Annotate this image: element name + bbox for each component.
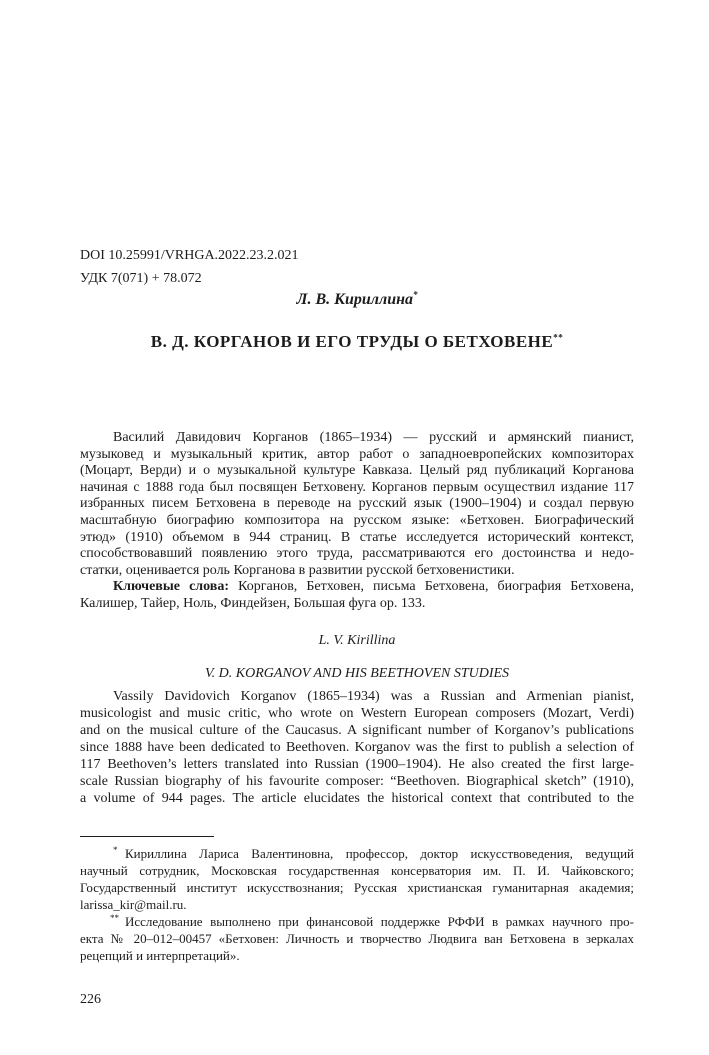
abstract-ru-line: Василий Давидович Корганов (1865–1934) — русский и армянский пианист, <box>113 430 634 445</box>
footnote-1-line: * Кириллина Лариса Валентиновна, профессор, доктор искусствоведения, ведущий <box>113 844 634 861</box>
footnote-1-email: larissa_kir@mail.ru. <box>80 897 187 912</box>
footnote-2-line: ** Исследование выполнено при финансовой поддержке РФФИ в рамках научного про- <box>110 912 634 929</box>
footnote-1-line: Государственный институт искусствознания; Русская христианская гуманитарная академия; <box>80 880 634 895</box>
abstract-en-line: and on the musical culture of the Caucasus. A significant number of Korganov’s publications <box>80 723 634 738</box>
footnote-1-text: Кириллина Лариса Валентиновна, профессор, доктор искусствоведения, ведущий <box>125 846 634 861</box>
abstract-ru-line: музыковед и музыкальный критик, автор работ о западноевропейских композиторах <box>80 446 634 462</box>
abstract-ru-line: способствовавший появлению этого труда, рассматриваются его достоинства и недо- <box>80 546 634 562</box>
footnote-2-line: рецепций и интерпретаций». <box>80 948 240 963</box>
keywords-ru-line: Калишер, Тайер, Ноль, Финдейзен, Большая фуга ор. 133. <box>80 595 426 611</box>
doi-block <box>80 247 634 264</box>
author-en: L. V. Kirillina <box>318 633 396 648</box>
keywords-ru-line <box>80 579 634 596</box>
udk-block <box>80 270 634 287</box>
abstract-en <box>80 688 634 807</box>
abstract-ru-line: этюд» (1910) объемом в 944 страниц. В статье исследуется исторический контекст, <box>80 529 634 545</box>
abstract-en-line: a volume of 944 pages. The article elucidates the historical context that contributed to the <box>80 791 634 806</box>
author-en-block <box>80 632 634 649</box>
abstract-en-line: Vassily Davidovich Korganov (1865–1934) was a Russian and Armenian pianist, <box>113 689 634 704</box>
footnote-separator <box>80 836 214 837</box>
keywords-ru-text: Корганов, Бетховен, письма Бетховена, биография Бетховена, <box>238 579 635 595</box>
footnote-1-line: научный сотрудник, Московская государственная консерватория им. П. И. Чайковского; <box>80 863 634 878</box>
title-ru <box>80 333 634 351</box>
abstract-en-line: scale Russian biography of his favourite composer: “Beethoven. Biographical sketch” (1910), <box>80 774 634 789</box>
title-ru-text: В. Д. КОРГАНОВ И ЕГО ТРУДЫ О БЕТХОВЕНЕ <box>150 332 554 351</box>
abstract-ru-line: начиная с 1888 года был посвящен Бетховену. Корганов первым осуществил издание 117 <box>80 479 634 495</box>
footnote-2-text: Исследование выполнено при финансовой поддержке РФФИ в рамках научного про- <box>125 914 634 929</box>
title-en-block <box>80 665 634 682</box>
author-ru <box>80 291 634 309</box>
author-ru-block <box>80 291 634 309</box>
abstract-ru-line: избранных писем Бетховена в переводе на русский язык (1900–1904) и создал первую <box>80 496 634 512</box>
abstract-ru-line: масштабную биографию композитора на русском языке: «Бетховен. Биографический <box>80 512 634 528</box>
abstract-en-line: since 1888 have been dedicated to Beethoven. Korganov was the first to publish a selection of <box>80 740 634 755</box>
title-en: V. D. KORGANOV AND HIS BEETHOVEN STUDIES <box>204 666 510 681</box>
footnote-2-line: екта № 20–012–00457 «Бетховен: Личность и творчество Людвига ван Бетховена в зеркалах <box>80 931 634 946</box>
abstract-ru <box>80 430 634 613</box>
page-number-block <box>80 991 634 1008</box>
abstract-en-line: musicologist and music critic, who wrote on Western European composers (Mozart, Verdi) <box>80 706 634 721</box>
title-ru-block <box>80 333 634 351</box>
footnotes <box>80 845 634 964</box>
title-footnote-marker: ** <box>553 332 564 343</box>
udk-line: УДК 7(071) + 78.072 <box>80 271 202 286</box>
keywords-ru-label: Ключевые слова: <box>113 579 230 595</box>
page-number: 226 <box>80 992 101 1007</box>
author-ru-name: Л. В. Кириллина <box>296 291 413 308</box>
abstract-en-line: 117 Beethoven’s letters translated into Russian (1900–1904). He also created the first large- <box>80 757 634 772</box>
abstract-ru-line: статки, оценивается роль Корганова в развитии русской бетховенистики. <box>80 562 515 578</box>
doi-line: DOI 10.25991/VRHGA.2022.23.2.021 <box>80 248 299 263</box>
abstract-ru-line: (Моцарт, Верди) и о музыкальной культуре Кавказа. Целый ряд публикаций Корганова <box>80 463 634 479</box>
author-footnote-marker: * <box>413 289 418 300</box>
